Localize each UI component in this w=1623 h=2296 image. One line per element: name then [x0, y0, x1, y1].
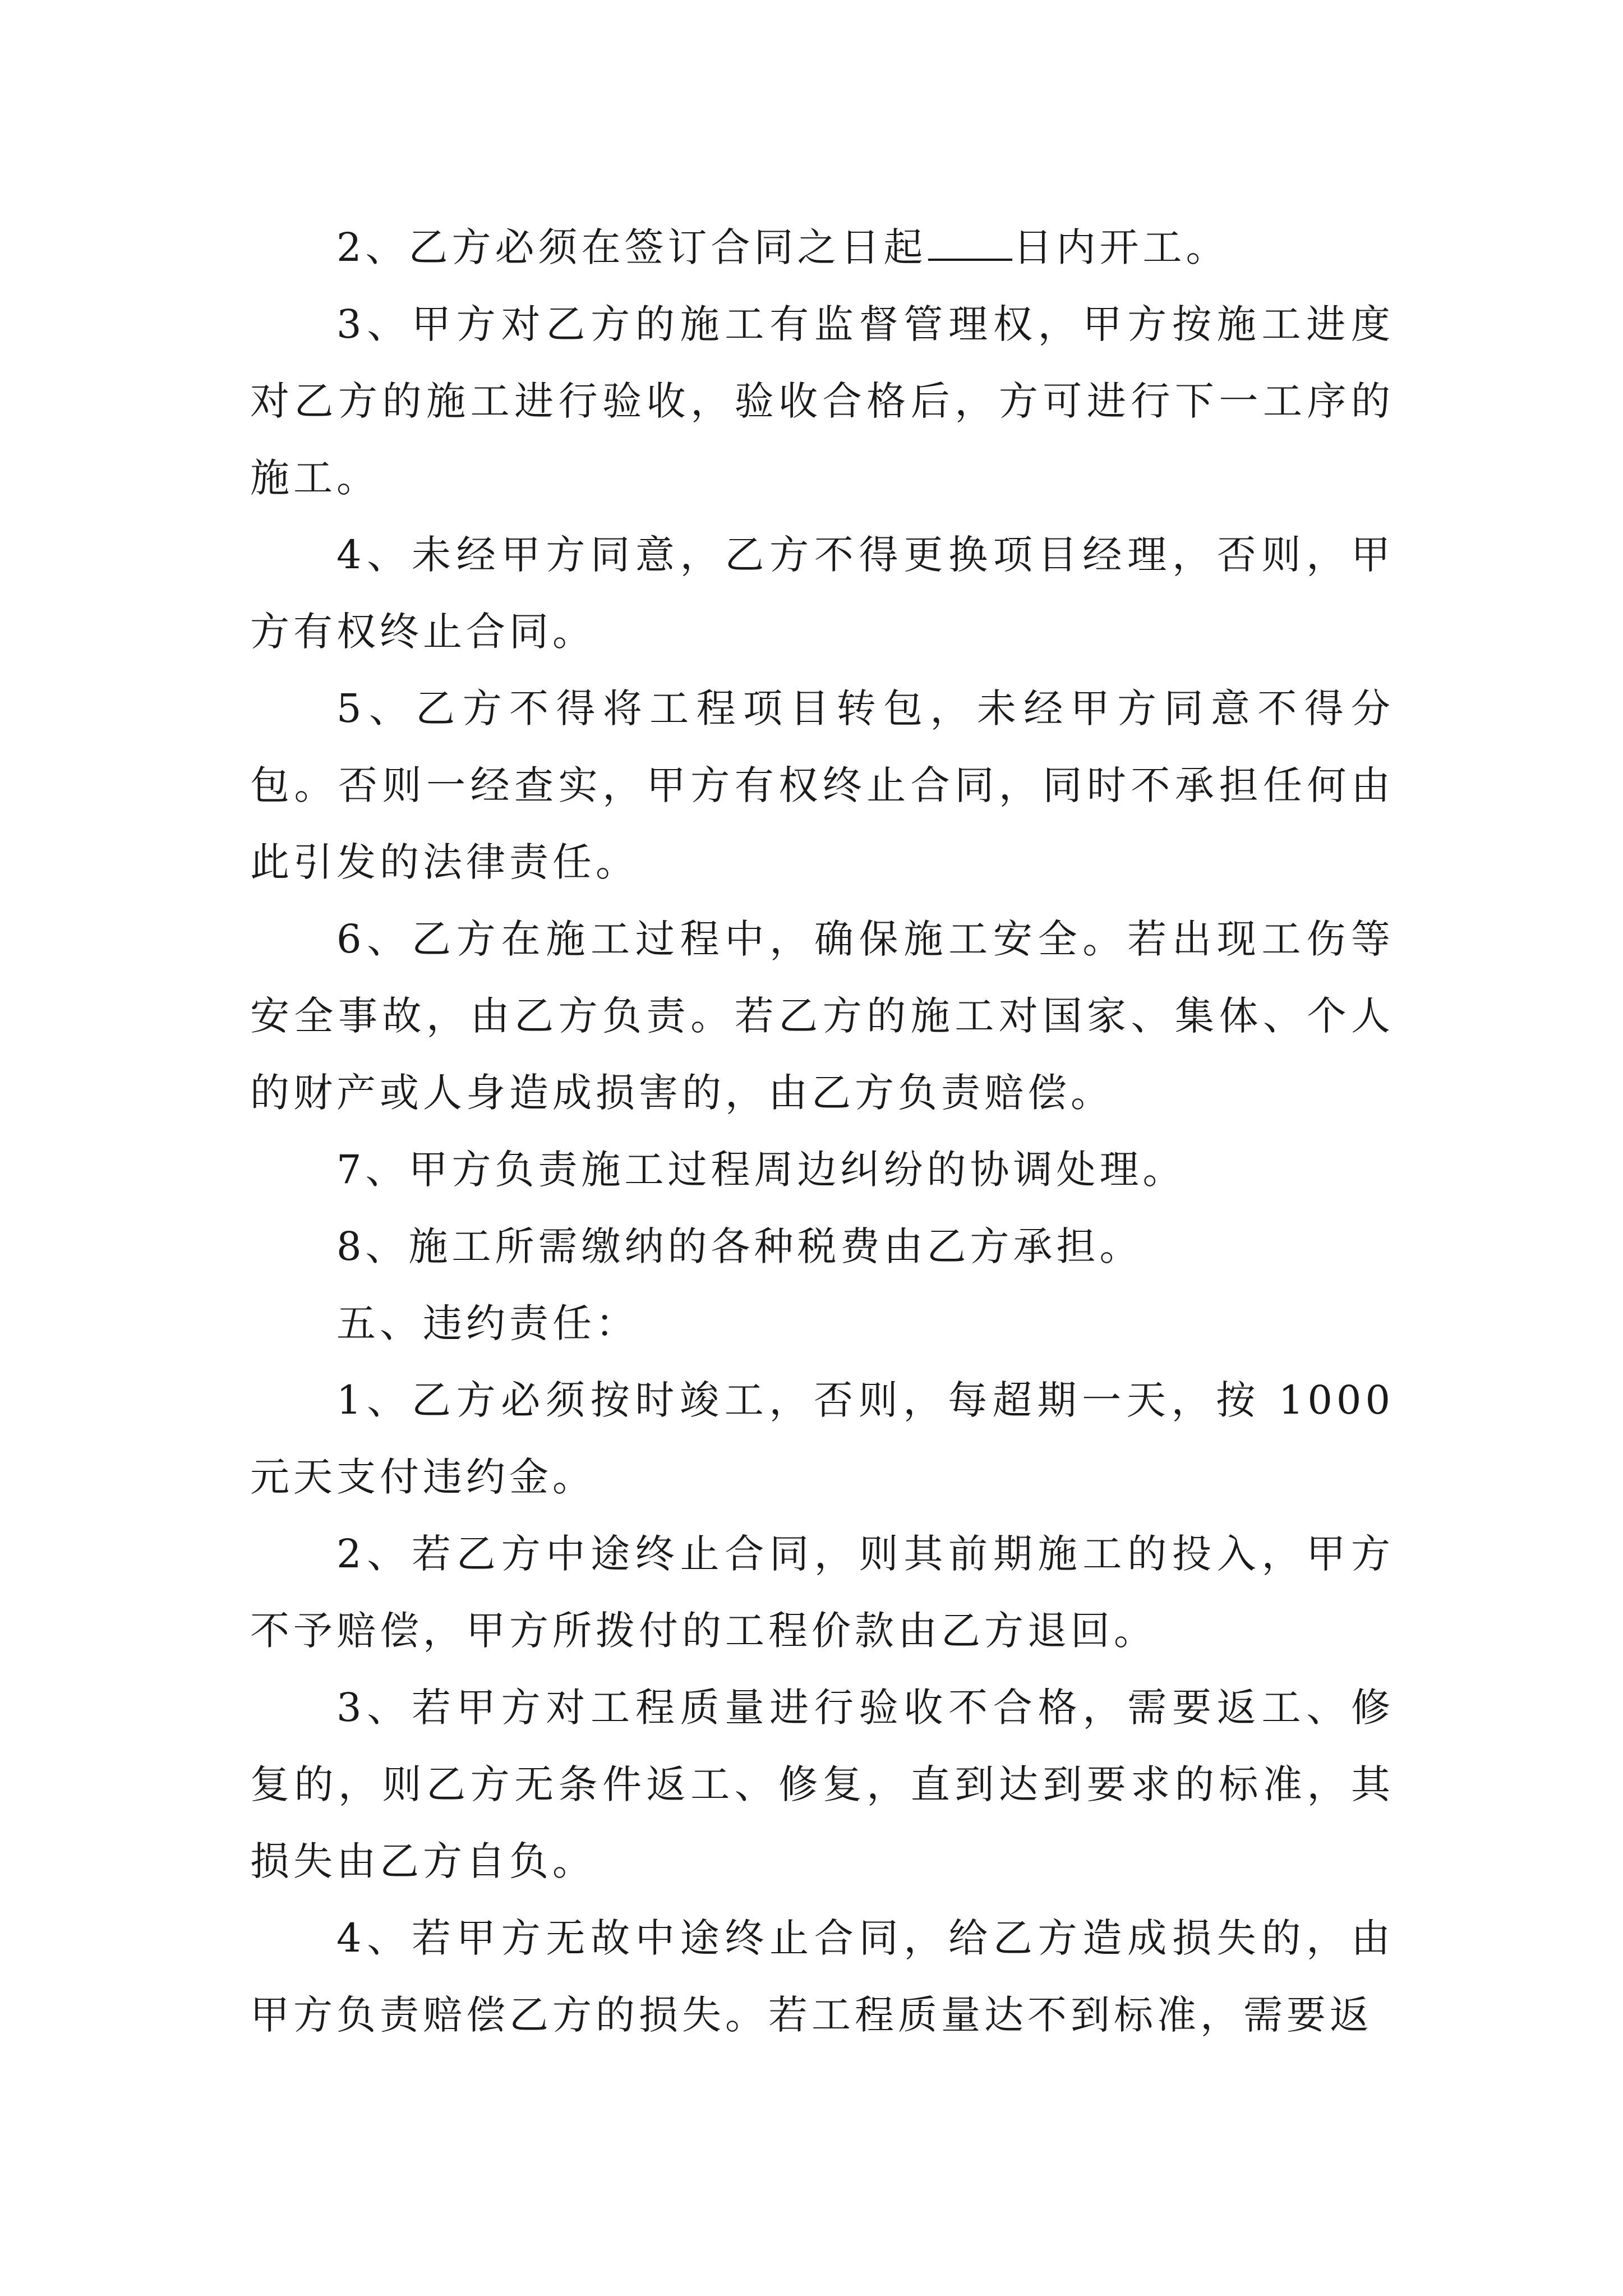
liability-delay: 1、乙方必须按时竣工，否则，每超期一天，按 1000 元天支付违约金。	[250, 1377, 1394, 1500]
clause-safety: 6、乙方在施工过程中，确保施工安全。若出现工伤等安全事故，由乙方负责。若乙方的施工对国家、集体、个人的财产或人身造成损害的，由乙方负责赔偿。	[250, 916, 1394, 1116]
clause-project-manager: 4、未经甲方同意，乙方不得更换项目经理，否则，甲方有权终止合同。	[250, 532, 1394, 655]
clause-supervision: 3、甲方对乙方的施工有监督管理权，甲方按施工进度对乙方的施工进行验收，验收合格后，方可进行下一工序的施工。	[250, 301, 1394, 501]
clause-taxes: 8、施工所需缴纳的各种税费由乙方承担。	[336, 1223, 1143, 1269]
blank-days-field	[928, 225, 1012, 261]
clause-start-work-text-end: 日内开工。	[1013, 224, 1229, 270]
clause-start-work-text: 2、乙方必须在签订合同之日起	[336, 224, 927, 270]
liability-termination-a: 4、若甲方无故中途终止合同，给乙方造成损失的，由甲方负责赔偿乙方的损失。若工程质量达不到标准，需要返	[250, 1915, 1394, 2038]
clause-subcontract: 5、乙方不得将工程项目转包，未经甲方同意不得分包。否则一经查实，甲方有权终止合同，同时不承担任何由此引发的法律责任。	[250, 685, 1394, 885]
liability-quality: 3、若甲方对工程质量进行验收不合格，需要返工、修复的，则乙方无条件返工、修复，直到达到要求的标准，其损失由乙方自负。	[250, 1685, 1394, 1884]
document-body	[250, 209, 1394, 2054]
clause-disputes: 7、甲方负责施工过程周边纠纷的协调处理。	[336, 1147, 1186, 1193]
liability-termination-b: 2、若乙方中途终止合同，则其前期施工的投入，甲方不予赔偿，甲方所拨付的工程价款由乙方退回。	[250, 1531, 1394, 1654]
clause-start-work	[250, 209, 1394, 286]
section-heading-liability: 五、违约责任：	[336, 1300, 639, 1346]
